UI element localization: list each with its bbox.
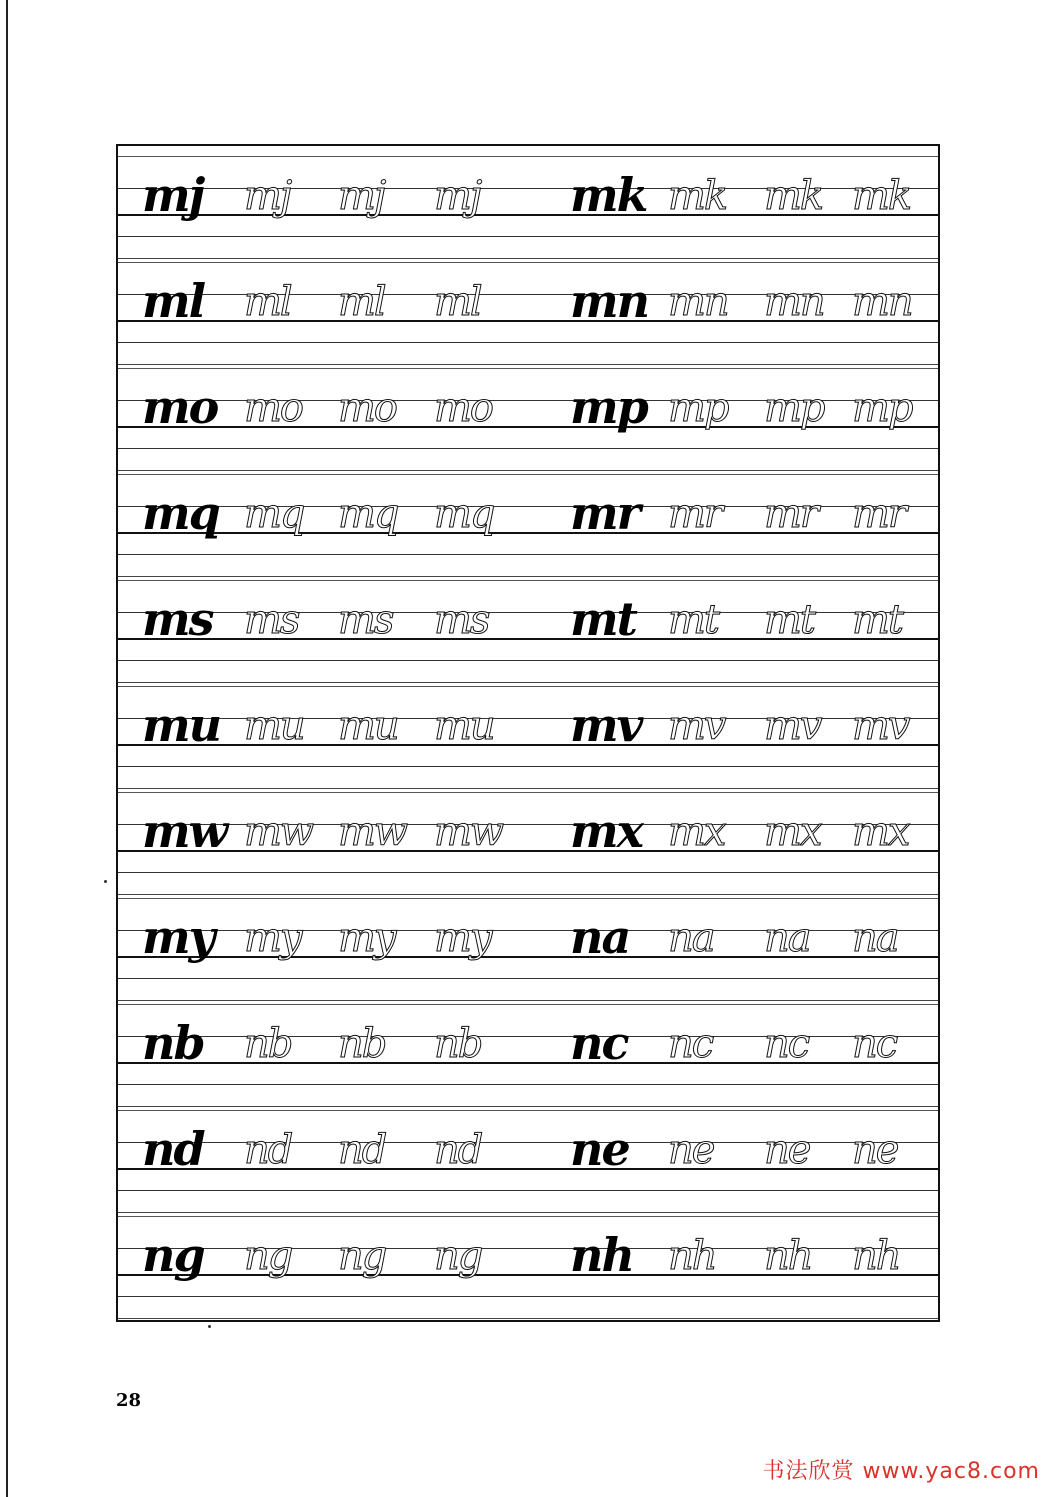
- tracing-letter-pair: ne: [668, 1127, 714, 1173]
- tracing-letter-pair: mq: [434, 491, 494, 537]
- guide-line: [118, 792, 938, 793]
- print-speck: [104, 880, 107, 883]
- guide-line: [118, 930, 938, 931]
- tracing-letter-pair: ng: [434, 1233, 482, 1279]
- tracing-letter-pair: mt: [668, 597, 719, 643]
- model-letter-pair: ml: [142, 274, 205, 328]
- print-speck: [208, 1325, 211, 1328]
- tracing-letter-pair: mk: [852, 173, 911, 219]
- model-letter-pair: ng: [142, 1228, 204, 1282]
- tracing-letter-pair: na: [764, 915, 810, 961]
- practice-row: [118, 272, 938, 368]
- site-watermark: 书法欣赏 www.yac8.com: [762, 1459, 1040, 1484]
- guide-line: [118, 474, 938, 475]
- model-letter-pair: mj: [142, 168, 204, 222]
- practice-row: [118, 1226, 938, 1322]
- tracing-letter-pair: mr: [852, 491, 906, 537]
- baseline: [118, 1062, 938, 1064]
- page-number: 28: [116, 1390, 142, 1411]
- tracing-letter-pair: mt: [852, 597, 903, 643]
- model-letter-pair: mt: [570, 592, 636, 646]
- model-letter-pair: mq: [142, 486, 219, 540]
- tracing-letter-pair: mx: [852, 809, 909, 855]
- guide-line: [118, 1110, 938, 1111]
- model-letter-pair: mu: [142, 698, 221, 752]
- practice-row: [118, 908, 938, 1004]
- tracing-letter-pair: nd: [434, 1127, 482, 1173]
- tracing-letter-pair: mn: [852, 279, 912, 325]
- model-letter-pair: mo: [142, 380, 218, 434]
- tracing-letter-pair: nh: [668, 1233, 716, 1279]
- guide-line: [118, 766, 938, 767]
- tracing-letter-pair: mo: [244, 385, 303, 431]
- model-letter-pair: mr: [570, 486, 639, 540]
- guide-line: [118, 236, 938, 237]
- tracing-letter-pair: mx: [668, 809, 725, 855]
- handwriting-practice-sheet: [116, 144, 940, 1322]
- tracing-letter-pair: ng: [244, 1233, 292, 1279]
- tracing-letter-pair: na: [852, 915, 898, 961]
- tracing-letter-pair: mj: [338, 173, 385, 219]
- guide-line: [118, 470, 938, 471]
- model-letter-pair: mv: [570, 698, 642, 752]
- guide-line: [118, 1106, 938, 1107]
- tracing-letter-pair: nb: [338, 1021, 386, 1067]
- tracing-letter-pair: mr: [668, 491, 722, 537]
- tracing-letter-pair: nd: [338, 1127, 386, 1173]
- guide-line: [118, 1212, 938, 1213]
- tracing-letter-pair: mu: [338, 703, 398, 749]
- model-letter-pair: mp: [570, 380, 647, 434]
- guide-line: [118, 554, 938, 555]
- guide-line: [118, 788, 938, 789]
- guide-line: [118, 686, 938, 687]
- guide-line: [118, 1318, 938, 1319]
- tracing-letter-pair: my: [244, 915, 301, 961]
- guide-line: [118, 1248, 938, 1249]
- tracing-letter-pair: nh: [764, 1233, 812, 1279]
- practice-row: [118, 1120, 938, 1216]
- tracing-letter-pair: mu: [244, 703, 304, 749]
- guide-line: [118, 262, 938, 263]
- model-letter-pair: my: [142, 910, 214, 964]
- tracing-letter-pair: mn: [764, 279, 824, 325]
- practice-row: [118, 378, 938, 474]
- guide-line: [118, 1036, 938, 1037]
- guide-line: [118, 1296, 938, 1297]
- tracing-letter-pair: ms: [338, 597, 393, 643]
- tracing-letter-pair: my: [434, 915, 491, 961]
- tracing-letter-pair: ng: [338, 1233, 386, 1279]
- baseline: [118, 638, 938, 640]
- tracing-letter-pair: mj: [244, 173, 291, 219]
- guide-line: [118, 978, 938, 979]
- guide-line: [118, 576, 938, 577]
- tracing-letter-pair: ml: [434, 279, 481, 325]
- practice-row: [118, 166, 938, 262]
- guide-line: [118, 368, 938, 369]
- model-letter-pair: nc: [570, 1016, 628, 1070]
- tracing-letter-pair: nh: [852, 1233, 900, 1279]
- guide-line: [118, 898, 938, 899]
- tracing-letter-pair: ml: [244, 279, 291, 325]
- model-letter-pair: mn: [570, 274, 649, 328]
- baseline: [118, 1274, 938, 1276]
- tracing-letter-pair: mo: [434, 385, 493, 431]
- guide-line: [118, 364, 938, 365]
- guide-line: [118, 156, 938, 157]
- guide-line: [118, 448, 938, 449]
- guide-line: [118, 342, 938, 343]
- guide-line: [118, 894, 938, 895]
- tracing-letter-pair: mj: [434, 173, 481, 219]
- practice-row: [118, 590, 938, 686]
- tracing-letter-pair: mk: [764, 173, 823, 219]
- practice-row: [118, 802, 938, 898]
- tracing-letter-pair: ne: [852, 1127, 898, 1173]
- practice-row: [118, 484, 938, 580]
- page-edge-rule: [6, 0, 8, 1497]
- guide-line: [118, 1000, 938, 1001]
- guide-line: [118, 1142, 938, 1143]
- tracing-letter-pair: mo: [338, 385, 397, 431]
- tracing-letter-pair: mk: [668, 173, 727, 219]
- tracing-letter-pair: my: [338, 915, 395, 961]
- tracing-letter-pair: nb: [244, 1021, 292, 1067]
- model-letter-pair: mw: [142, 804, 227, 858]
- tracing-letter-pair: mq: [338, 491, 398, 537]
- tracing-letter-pair: nc: [668, 1021, 713, 1067]
- guide-line: [118, 660, 938, 661]
- baseline: [118, 956, 938, 958]
- guide-line: [118, 1216, 938, 1217]
- tracing-letter-pair: mn: [668, 279, 728, 325]
- tracing-letter-pair: nc: [852, 1021, 897, 1067]
- tracing-letter-pair: mw: [434, 809, 503, 855]
- tracing-letter-pair: mv: [668, 703, 725, 749]
- tracing-letter-pair: ms: [244, 597, 299, 643]
- guide-line: [118, 1190, 938, 1191]
- tracing-letter-pair: mu: [434, 703, 494, 749]
- tracing-letter-pair: ne: [764, 1127, 810, 1173]
- tracing-letter-pair: mr: [764, 491, 818, 537]
- model-letter-pair: nb: [142, 1016, 204, 1070]
- guide-line: [118, 682, 938, 683]
- tracing-letter-pair: mx: [764, 809, 821, 855]
- tracing-letter-pair: nb: [434, 1021, 482, 1067]
- model-letter-pair: na: [570, 910, 630, 964]
- tracing-letter-pair: na: [668, 915, 714, 961]
- tracing-letter-pair: mv: [764, 703, 821, 749]
- model-letter-pair: mk: [570, 168, 647, 222]
- tracing-letter-pair: ms: [434, 597, 489, 643]
- model-letter-pair: ne: [570, 1122, 629, 1176]
- model-letter-pair: ms: [142, 592, 213, 646]
- tracing-letter-pair: nd: [244, 1127, 292, 1173]
- practice-row: [118, 1014, 938, 1110]
- guide-line: [118, 258, 938, 259]
- baseline: [118, 1168, 938, 1170]
- tracing-letter-pair: mp: [668, 385, 728, 431]
- tracing-letter-pair: mp: [852, 385, 912, 431]
- tracing-letter-pair: mt: [764, 597, 815, 643]
- guide-line: [118, 580, 938, 581]
- tracing-letter-pair: mw: [338, 809, 407, 855]
- guide-line: [118, 872, 938, 873]
- model-letter-pair: nd: [142, 1122, 204, 1176]
- model-letter-pair: nh: [570, 1228, 633, 1282]
- guide-line: [118, 1084, 938, 1085]
- model-letter-pair: mx: [570, 804, 643, 858]
- tracing-letter-pair: mw: [244, 809, 313, 855]
- tracing-letter-pair: nc: [764, 1021, 809, 1067]
- practice-row: [118, 696, 938, 792]
- tracing-letter-pair: ml: [338, 279, 385, 325]
- tracing-letter-pair: mp: [764, 385, 824, 431]
- tracing-letter-pair: mq: [244, 491, 304, 537]
- guide-line: [118, 1004, 938, 1005]
- tracing-letter-pair: mv: [852, 703, 909, 749]
- guide-line: [118, 612, 938, 613]
